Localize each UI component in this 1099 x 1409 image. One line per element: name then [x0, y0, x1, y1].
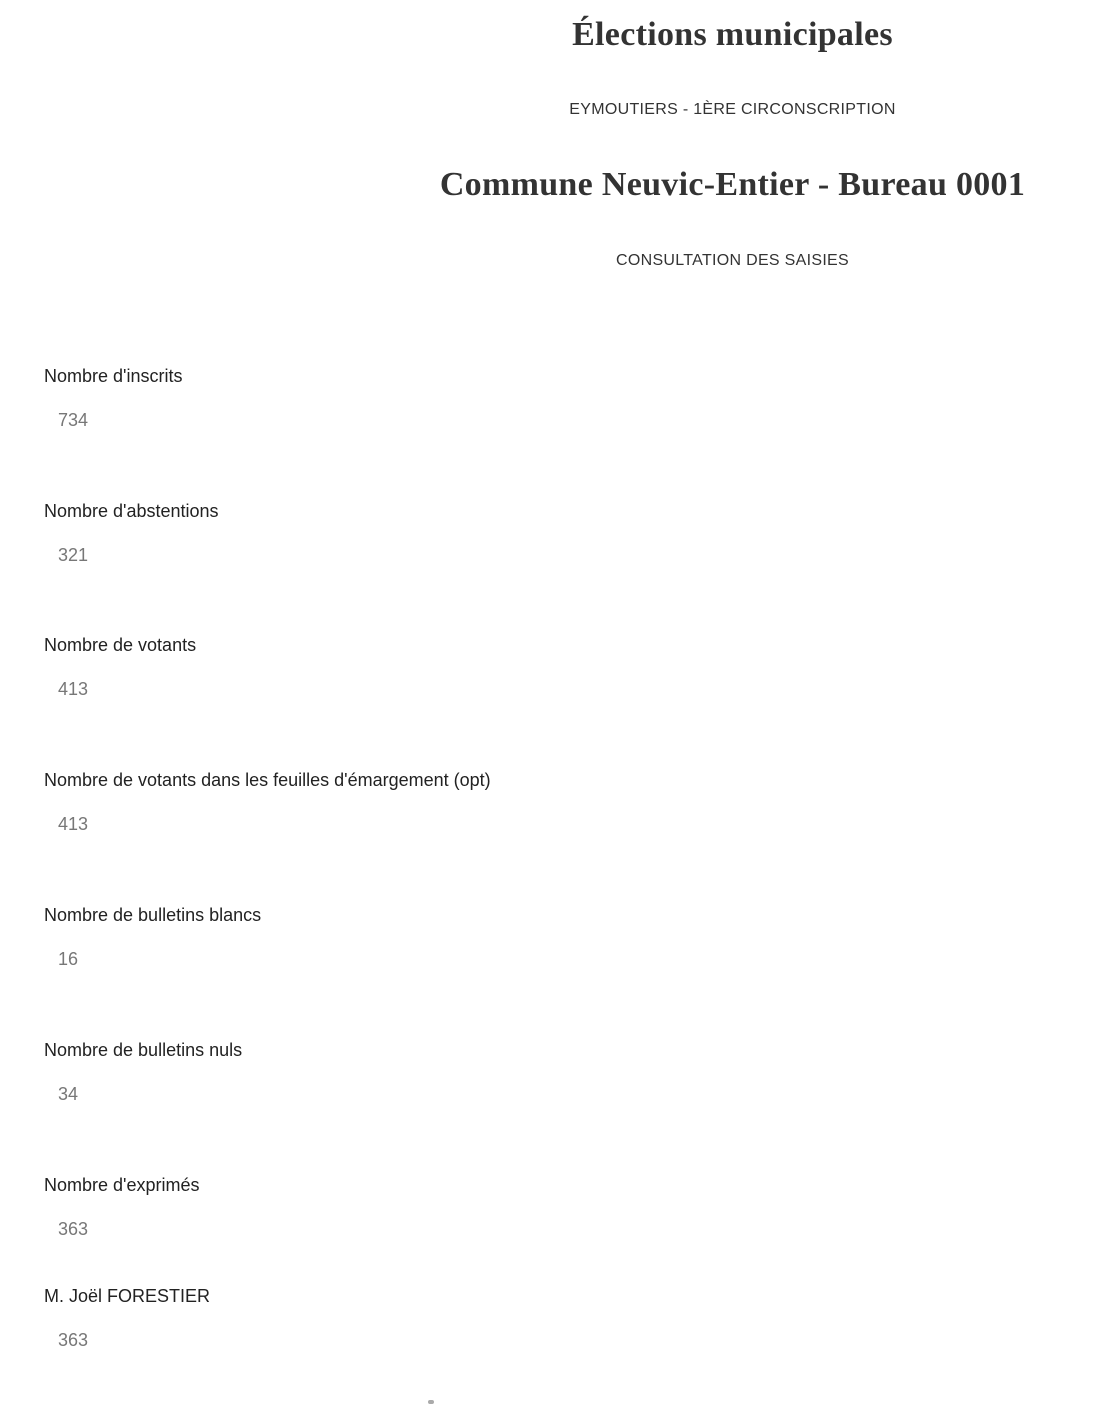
field-label: Nombre de votants dans les feuilles d'émargement (opt) — [44, 770, 491, 790]
field-label: Nombre d'inscrits — [44, 366, 183, 386]
field-value: 413 — [58, 679, 89, 699]
field-value: 363 — [58, 1219, 89, 1239]
field-inscrits — [44, 365, 182, 431]
field-label: Nombre d'abstentions — [44, 501, 219, 521]
field-bulletins-blancs — [44, 904, 261, 970]
field-value: 16 — [58, 949, 79, 969]
scan-speck — [428, 1400, 434, 1404]
field-value: 321 — [58, 545, 89, 565]
field-label: Nombre d'exprimés — [44, 1175, 200, 1195]
field-label: M. Joël FORESTIER — [44, 1286, 211, 1306]
field-label: Nombre de bulletins blancs — [44, 905, 262, 925]
field-bulletins-nuls — [44, 1039, 242, 1105]
field-candidate — [44, 1285, 210, 1351]
field-value: 34 — [58, 1084, 79, 1104]
commune-title: Commune Neuvic-Entier - Bureau 0001 — [439, 166, 1026, 203]
field-value: 734 — [58, 410, 89, 430]
page-title: Élections municipales — [572, 16, 893, 53]
field-abstentions — [44, 500, 219, 566]
field-label: Nombre de bulletins nuls — [44, 1040, 243, 1060]
field-votants-emargement — [44, 769, 491, 835]
circonscription-subtitle: EYMOUTIERS - 1ÈRE CIRCONSCRIPTION — [569, 101, 896, 118]
field-value: 363 — [58, 1330, 89, 1350]
section-heading: CONSULTATION DES SAISIES — [615, 252, 850, 269]
field-votants — [44, 634, 196, 700]
field-value: 413 — [58, 814, 89, 834]
field-exprimes — [44, 1174, 200, 1240]
field-label: Nombre de votants — [44, 635, 197, 655]
